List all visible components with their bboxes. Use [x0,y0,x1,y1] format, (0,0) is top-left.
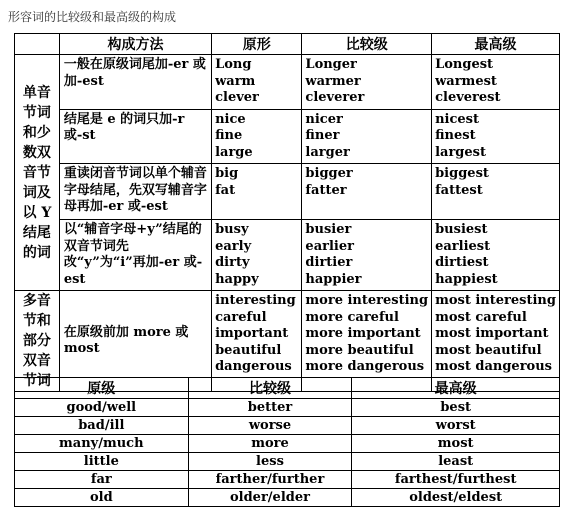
table-row [15,435,560,453]
word: Long [215,57,252,72]
word: nicest [435,111,479,127]
word: busier [305,222,352,237]
word: warmer [305,73,361,89]
word: cleverer [305,90,365,105]
category-line: 音节 [22,164,51,181]
table-cell: little [15,453,189,471]
table-cell: oldest/eldest [352,489,560,507]
table-cell: old [15,489,189,507]
comparative-cell [302,109,432,164]
word: more interesting [305,293,429,308]
word: fattest [435,182,483,198]
category-line: 以 Y [22,204,52,221]
word: cleverest [435,90,501,105]
category-line: 节和 [22,313,51,329]
category-line: 节词 [22,104,51,121]
comparative-cell [302,164,432,220]
table-row [15,164,560,220]
word: beautiful [215,342,282,358]
word: big [215,166,239,181]
word: finest [435,128,476,143]
word: most beautiful [435,342,542,358]
category-line: 多音 [22,293,51,309]
table-cell: far [15,471,189,489]
category-line: 部分 [22,333,51,349]
word: Longest [435,57,494,72]
table-cell: bad/ill [15,417,189,435]
word: most interesting [435,293,556,308]
table-row [15,471,560,489]
word: more beautiful [305,342,414,358]
word: large [215,144,253,160]
word: busiest [435,222,488,237]
table-cell: least [352,453,560,471]
word: clever [215,90,259,105]
superlative-cell [432,220,560,291]
word: nicer [305,111,343,127]
header-cell: 比较级 [188,378,352,399]
category-line: 词及 [22,184,51,201]
word: nice [215,111,246,127]
method-cell: 结尾是 e 的词只加-r 或-st [59,109,211,164]
word: happier [305,271,362,287]
word: dirtier [305,255,353,270]
base-cell [212,109,302,164]
word: dangerous [215,359,292,374]
word: largest [435,144,486,160]
word: larger [305,144,350,160]
table-row [15,399,560,417]
table-header-row [15,378,560,399]
word: most important [435,326,549,341]
header-cell: 比较级 [302,34,432,55]
method-cell: 一般在原级词尾加-er 或加-est [59,55,211,110]
word: bigger [305,166,353,181]
word: interesting [215,293,296,308]
base-cell [212,55,302,110]
header-cell: 构成方法 [59,34,211,55]
word: Longer [305,57,357,72]
method-cell: 以“辅音字母+y”结尾的双音节词先改“y”为“i”再加-er 或-est [59,220,211,291]
word: happiest [435,271,498,287]
comparative-cell [302,55,432,110]
superlative-cell [432,109,560,164]
header-cell: 最高级 [432,34,560,55]
word: early [215,238,252,254]
page-title: 形容词的比较级和最高级的构成 [8,10,177,24]
table-cell: farther/further [188,471,352,489]
header-cell: 最高级 [352,378,560,399]
category-line: 节词 [22,373,51,389]
table-row [15,417,560,435]
method-cell: 重读闭音节词以单个辅音字母结尾，先双写辅音字母再加-er 或-est [59,164,211,220]
word: earlier [305,238,354,254]
word: more important [305,326,421,341]
table-cell: more [188,435,352,453]
table-row [15,453,560,471]
category-line: 双音 [22,353,51,369]
word: dirty [215,255,250,270]
table-cell: many/much [15,435,189,453]
superlative-cell [432,55,560,110]
table-cell: most [352,435,560,453]
table-cell: less [188,453,352,471]
word: biggest [435,166,489,181]
superlative-cell [432,164,560,220]
word: happy [215,271,259,287]
category-line: 单音 [22,84,51,101]
table-cell: best [352,399,560,417]
header-cell [15,34,60,55]
irregular-forms-table [14,377,560,507]
base-cell [212,164,302,220]
header-cell: 原级 [15,378,189,399]
table-cell: worst [352,417,560,435]
table-row [15,220,560,291]
word: busy [215,222,249,237]
word: careful [215,309,267,325]
table-cell: good/well [15,399,189,417]
table-cell: farthest/furthest [352,471,560,489]
table-cell: better [188,399,352,417]
method-cell: 在原级前加 more 或 most [59,291,211,392]
category-line: 结尾 [22,224,51,241]
category-line: 和少 [22,124,51,141]
category-line: 的词 [22,244,51,261]
comparative-cell [302,220,432,291]
base-cell [212,220,302,291]
table-header-row [15,34,560,55]
table-cell: worse [188,417,352,435]
word: most careful [435,309,527,325]
word: more dangerous [305,359,425,374]
table-cell: older/elder [188,489,352,507]
word: dirtiest [435,255,489,270]
table-row [15,109,560,164]
category-cell-monosyllabic [15,55,60,291]
word: warmest [435,73,497,89]
table-row [15,55,560,110]
comparison-rules-table [14,33,560,392]
word: fatter [305,182,347,198]
word: more careful [305,309,399,325]
word: warm [215,73,256,89]
table-row [15,489,560,507]
word: fat [215,182,236,198]
word: finer [305,128,340,143]
category-line: 数双 [22,144,51,161]
word: fine [215,128,243,143]
word: most dangerous [435,359,552,374]
header-cell: 原形 [212,34,302,55]
word: earliest [435,238,491,254]
word: important [215,326,289,341]
